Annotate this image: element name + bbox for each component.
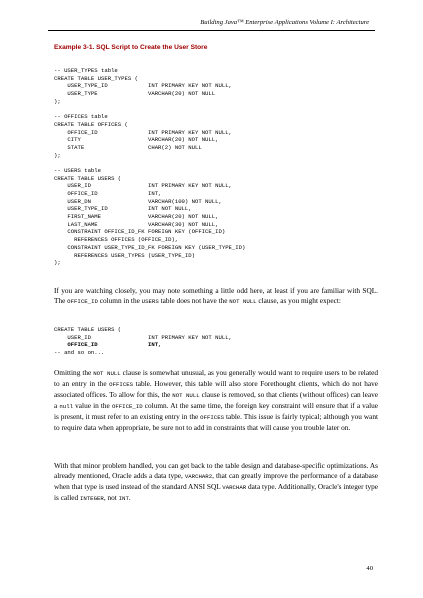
inline-code: OFFICES — [200, 414, 225, 422]
inline-code: OFFICE_ID — [67, 298, 98, 306]
paragraph-omitting-not-null — [54, 368, 378, 434]
text-run: table. This issue is fairly typical; although you want to require data when appropriate, be sure not to add in constraints that will cause you trouble later on. — [54, 412, 379, 433]
text-run: column in the — [97, 296, 142, 306]
inline-code: NOT NULL — [229, 298, 257, 306]
text-run: column. At the same time, the foreign key constraint will ensure that if a value is present, it must refer to an existing entry in the — [54, 401, 378, 422]
code-line: FIRST_NAME VARCHAR(20) NOT NULL, — [54, 213, 219, 221]
sql-code-block-users-excerpt — [54, 326, 232, 357]
code-line: USER_TYPE_ID INT PRIMARY KEY NOT NULL, — [54, 82, 232, 90]
code-line: OFFICE_ID INT, — [54, 341, 162, 349]
inline-code: NOT NULL — [93, 370, 121, 377]
text-run: With that minor problem handled, you can get back to the table design and database-specific optimizations. As already mentioned, Oracle adds a data type, — [54, 461, 378, 481]
inline-code: VARCHAR2 — [184, 473, 213, 481]
code-line: REFERENCES OFFICES (OFFICE_ID), — [54, 236, 179, 244]
code-line: ); — [54, 151, 61, 159]
text-run: If you are watching closely, you may note something a little odd here, at least if you are familiar with SQL. The — [54, 286, 378, 306]
code-line: ); — [54, 97, 61, 105]
code-line: CREATE TABLE USER_TYPES ( — [54, 74, 138, 82]
inline-code: INT — [118, 495, 129, 503]
code-line: -- USERS table — [54, 166, 101, 174]
page-number: 40 — [366, 565, 373, 572]
example-caption: Example 3-1. SQL Script to Create the User Store — [54, 44, 208, 51]
paragraph-oracle-types — [54, 461, 378, 504]
text-run: clause is somewhat unusual, as you generally would want to require users to be related to an entry in the — [54, 368, 378, 389]
text-run: . — [128, 493, 131, 503]
code-line: LAST_NAME VARCHAR(30) NOT NULL, — [54, 220, 219, 228]
code-line: CONSTRAINT USER_TYPE_ID_FK FOREIGN KEY (USER_TYPE_ID) — [54, 243, 246, 251]
code-line: CREATE TABLE OFFICES ( — [54, 120, 128, 128]
code-line: REFERENCES USER_TYPES (USER_TYPE_ID) — [54, 251, 195, 259]
running-header: Building Java™ Enterprise Applications Volume I: Architecture — [200, 19, 369, 26]
inline-code: OFFICES — [109, 381, 134, 389]
inline-code: USERS — [141, 298, 159, 306]
code-line: -- OFFICES table — [54, 113, 108, 121]
text-run: clause, as you might expect: — [256, 296, 341, 306]
sql-code-block-create-tables — [54, 67, 245, 267]
inline-code: INTEGER — [79, 495, 104, 503]
paragraph-not-null-note — [54, 286, 378, 307]
inline-code: NOT NULL — [172, 392, 200, 400]
text-run: table does not have the — [158, 296, 230, 306]
code-line: USER_ID INT PRIMARY KEY NOT NULL, — [54, 182, 232, 190]
code-line — [54, 159, 245, 167]
code-line: USER_DN VARCHAR(100) NOT NULL, — [54, 197, 222, 205]
code-line: -- and so on... — [54, 349, 105, 357]
header-rule — [48, 30, 375, 31]
text-run: , not — [103, 493, 119, 503]
text-run: data type. Additionally, Oracle's integer type is called — [54, 482, 378, 503]
code-line: USER_TYPE_ID INT NOT NULL, — [54, 205, 192, 213]
text-run: Omitting the — [54, 368, 94, 377]
inline-code: VARCHAR — [222, 484, 247, 492]
code-line: CREATE TABLE USERS ( — [54, 326, 122, 333]
code-line: CREATE TABLE USERS ( — [54, 174, 122, 182]
code-line: CITY VARCHAR(20) NOT NULL, — [54, 136, 219, 144]
code-line — [54, 105, 245, 113]
code-line: -- USER_TYPES table — [54, 67, 118, 74]
code-line: USER_TYPE VARCHAR(20) NOT NULL — [54, 90, 216, 98]
text-run: , that can greatly improve the performance of a database when that type is used instead of the standard ANSI SQL — [54, 471, 378, 492]
code-line: ); — [54, 259, 61, 267]
text-run: clause is removed, so that clients (without offices) can leave a — [54, 390, 378, 411]
code-line: OFFICE_ID INT PRIMARY KEY NOT NULL, — [54, 128, 232, 136]
inline-code: OFFICE_ID — [111, 403, 143, 411]
inline-code: null — [59, 403, 74, 411]
text-run: table. However, this table will also store Forethought clients, which do not have associated offices. To allow for this, the — [54, 379, 378, 400]
code-line: USER_ID INT PRIMARY KEY NOT NULL, — [54, 333, 232, 341]
code-line: OFFICE_ID INT, — [54, 190, 162, 197]
code-line: CONSTRAINT OFFICE_ID_FK FOREIGN KEY (OFFICE_ID) — [54, 228, 226, 236]
code-line: STATE CHAR(2) NOT NULL — [54, 143, 202, 151]
text-run: value in the — [73, 401, 112, 411]
